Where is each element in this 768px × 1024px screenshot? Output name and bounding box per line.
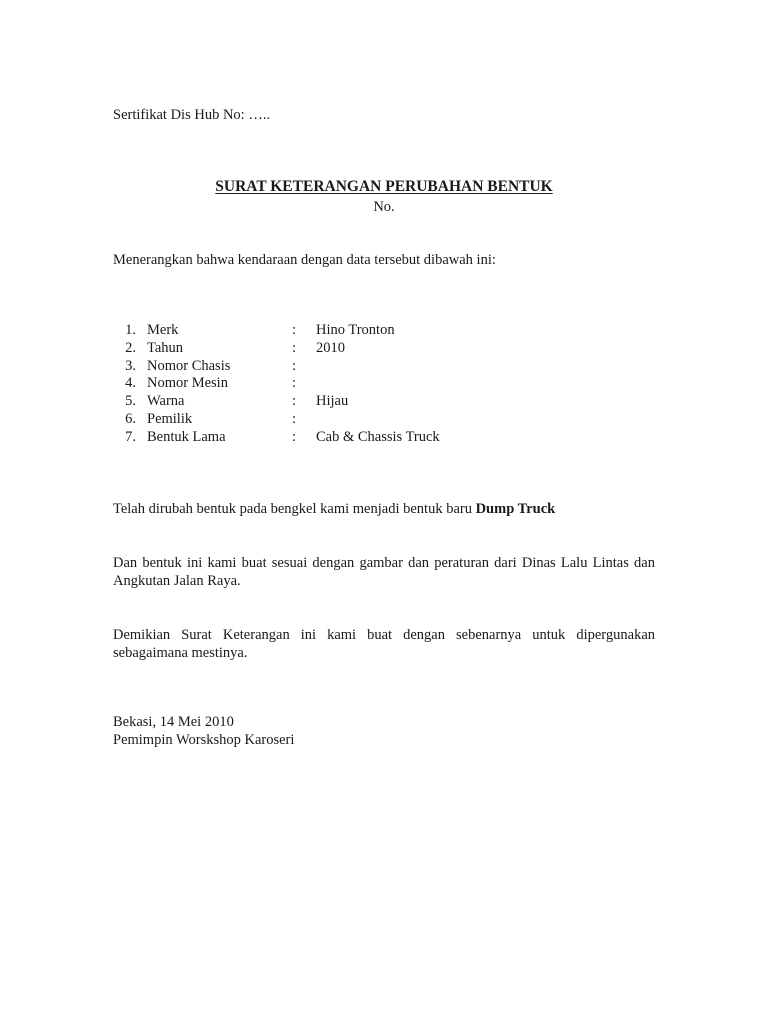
list-number: 5. xyxy=(125,393,136,410)
vehicle-data-row-nomor-chasis xyxy=(113,358,673,376)
vehicle-data-row-merk xyxy=(113,322,673,340)
field-separator: : xyxy=(292,428,297,445)
vehicle-data-row-nomor-mesin xyxy=(113,375,673,393)
intro-paragraph: Menerangkan bahwa kendaraan dengan data tersebut dibawah ini: xyxy=(113,252,496,268)
certificate-number-line: Sertifikat Dis Hub No: ….. xyxy=(113,107,271,123)
field-separator: : xyxy=(292,410,297,427)
vehicle-data-row-pemilik xyxy=(113,411,673,429)
vehicle-data-row-bentuk-lama xyxy=(113,429,673,447)
vehicle-data-list xyxy=(113,322,673,447)
field-value: Cab & Chassis Truck xyxy=(316,428,440,445)
field-value: Hijau xyxy=(316,393,349,410)
form-change-statement xyxy=(113,500,555,518)
field-separator: : xyxy=(292,357,297,374)
vehicle-data-row-warna xyxy=(113,393,673,411)
field-separator: : xyxy=(292,322,297,338)
list-number: 3. xyxy=(125,357,136,374)
field-label: Nomor Chasis xyxy=(147,357,231,374)
field-label: Merk xyxy=(147,322,179,338)
list-number: 4. xyxy=(125,375,136,392)
document-number-label: No. xyxy=(373,199,395,215)
form-change-text: Telah dirubah bentuk pada bengkel kami menjadi bentuk baru xyxy=(113,501,476,517)
field-label: Nomor Mesin xyxy=(147,375,228,392)
place-and-date: Bekasi, 14 Mei 2010 xyxy=(113,714,234,730)
document-title-container xyxy=(0,177,768,197)
field-label: Warna xyxy=(147,393,185,410)
field-label: Bentuk Lama xyxy=(147,428,226,445)
field-value: 2010 xyxy=(316,339,345,356)
vehicle-data-row-tahun xyxy=(113,340,673,358)
new-form-name: Dump Truck xyxy=(475,501,556,517)
list-number: 7. xyxy=(125,428,136,445)
field-separator: : xyxy=(292,339,297,356)
field-value: Hino Tronton xyxy=(316,322,395,338)
list-number: 6. xyxy=(125,410,136,427)
document-title: SURAT KETERANGAN PERUBAHAN BENTUK xyxy=(215,178,553,195)
field-label: Pemilik xyxy=(147,410,193,427)
field-separator: : xyxy=(292,393,297,410)
list-number: 1. xyxy=(125,322,136,338)
list-number: 2. xyxy=(125,339,136,356)
signer-title: Pemimpin Worskshop Karoseri xyxy=(113,732,295,748)
field-label: Tahun xyxy=(147,339,184,356)
closing-paragraph: Demikian Surat Keterangan ini kami buat dengan sebenarnya untuk dipergunakan sebagaimana mestinya. xyxy=(113,627,655,661)
field-separator: : xyxy=(292,375,297,392)
regulation-paragraph: Dan bentuk ini kami buat sesuai dengan gambar dan peraturan dari Dinas Lalu Lintas dan Angkutan Jalan Raya. xyxy=(113,555,655,589)
